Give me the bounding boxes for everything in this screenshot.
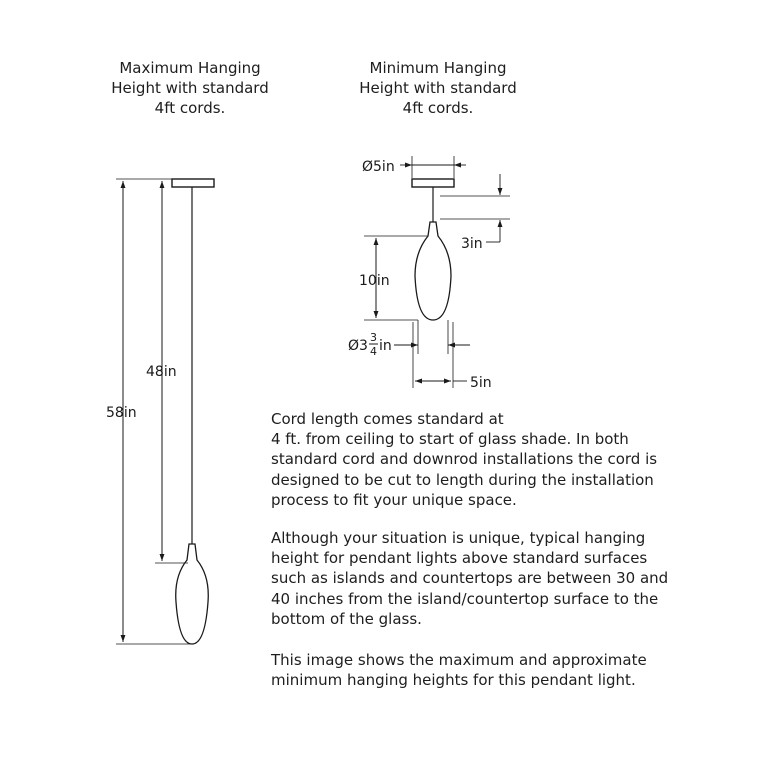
cord-length-paragraph bbox=[271, 409, 741, 510]
paragraph-line: 4 ft. from ceiling to start of glass shade. In both bbox=[271, 430, 629, 449]
max-total-height-label: 58in bbox=[106, 405, 137, 421]
min-pendant-illustration bbox=[412, 179, 454, 320]
paragraph-line: minimum hanging heights for this pendant light. bbox=[271, 671, 636, 690]
paragraph-line: standard cord and downrod installations the cord is bbox=[271, 450, 658, 469]
caption-line: Height with standard bbox=[111, 79, 269, 97]
image-explanation-paragraph bbox=[271, 650, 741, 690]
caption-line: 4ft cords. bbox=[402, 99, 474, 117]
canopy-diameter-label: Ø5in bbox=[362, 159, 395, 175]
shade-width-label: 5in bbox=[470, 375, 492, 391]
max-pendant-illustration bbox=[172, 179, 214, 644]
paragraph-line: 40 inches from the island/countertop surface to the bbox=[271, 589, 659, 608]
min-cord-length-label: 3in bbox=[461, 236, 483, 252]
shade-height-label: 10in bbox=[359, 273, 390, 289]
max-canopy bbox=[172, 179, 214, 187]
paragraph-line: Although your situation is unique, typical hanging bbox=[271, 529, 646, 547]
paragraph-line: height for pendant lights above standard surfaces bbox=[271, 549, 648, 568]
max-glass-shade bbox=[176, 544, 209, 644]
caption-line: Height with standard bbox=[359, 79, 517, 97]
min-glass-shade bbox=[415, 222, 451, 320]
caption-line: Maximum Hanging bbox=[119, 59, 261, 77]
caption-line: 4ft cords. bbox=[154, 99, 226, 117]
paragraph-line: such as islands and countertops are between 30 and bbox=[271, 569, 669, 588]
opening-diameter-denominator: 4 bbox=[370, 345, 377, 358]
max-cord-length-label: 48in bbox=[146, 364, 177, 380]
opening-diameter-whole: Ø3 bbox=[348, 338, 368, 354]
shade-opening-diameter-label bbox=[348, 331, 392, 358]
paragraph-line: bottom of the glass. bbox=[271, 609, 422, 628]
min-canopy bbox=[412, 179, 454, 187]
paragraph-line: Cord length comes standard at bbox=[271, 410, 504, 428]
paragraph-line: This image shows the maximum and approximate bbox=[271, 651, 647, 669]
paragraph-line: designed to be cut to length during the installation bbox=[271, 470, 654, 489]
caption-line: Minimum Hanging bbox=[369, 59, 507, 77]
paragraph-line: process to fit your unique space. bbox=[271, 490, 517, 509]
typical-height-paragraph bbox=[271, 528, 741, 629]
opening-diameter-numerator: 3 bbox=[370, 331, 377, 344]
opening-diameter-unit: in bbox=[379, 338, 392, 354]
